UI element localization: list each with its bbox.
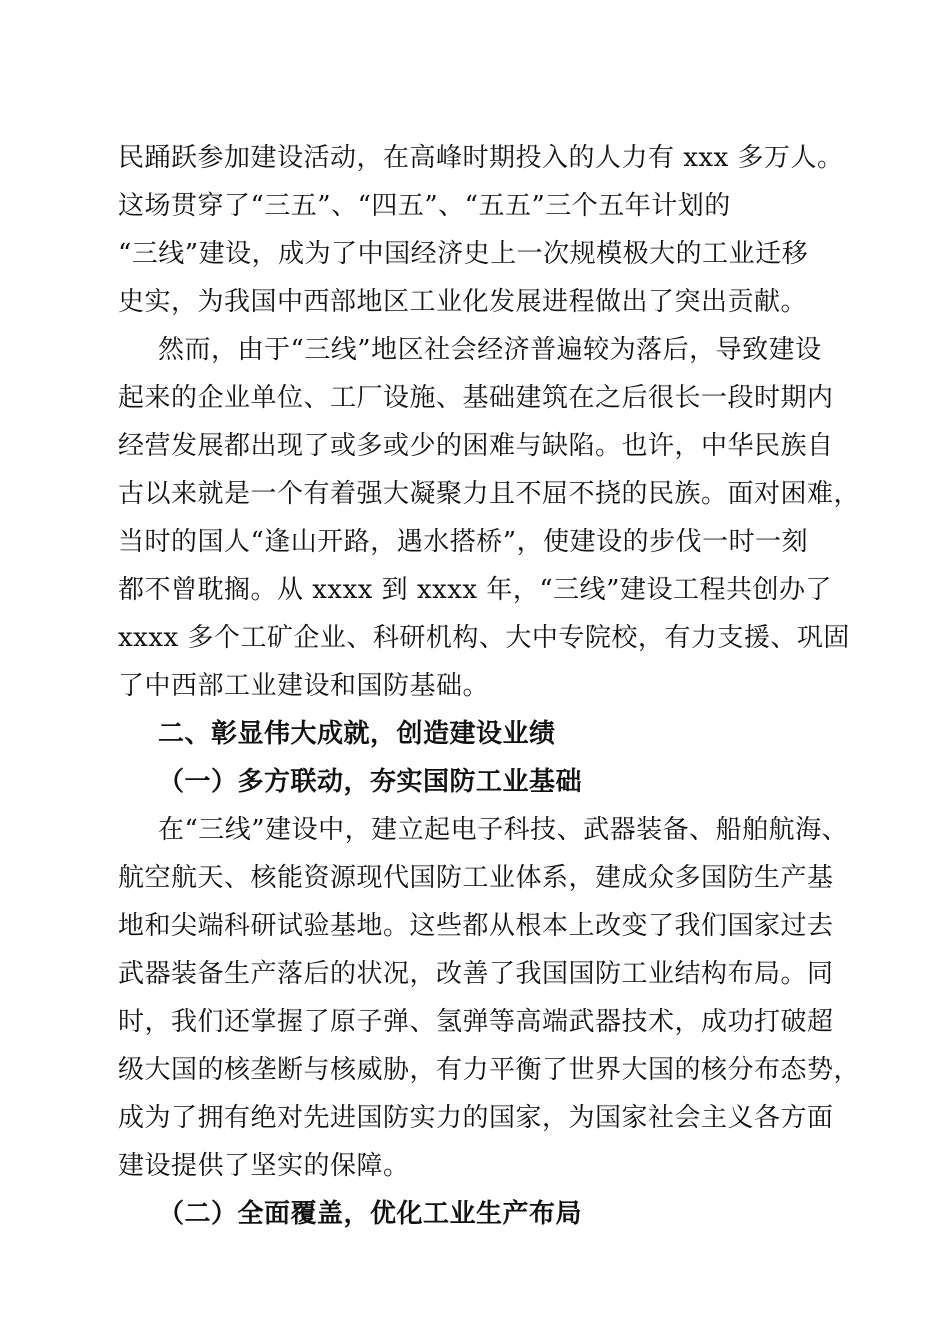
paragraph-1-line-2: 这场贯穿了“三五”、“四五”、“五五”三个五年计划的 xyxy=(118,191,731,221)
paragraph-1-line-1: 民踊跃参加建设活动，在高峰时期投入的人力有 xxx 多万人。 xyxy=(118,143,844,173)
paragraph-1-line-4: 史实，为我国中西部地区工业化发展进程做出了突出贡献。 xyxy=(118,287,808,317)
paragraph-2-line-7: xxxx 多个工矿企业、科研机构、大中专院校，有力支援、巩固 xyxy=(118,623,850,653)
section-heading: 二、彰显伟大成就，创造建设业绩 xyxy=(158,719,556,749)
paragraph-2-line-2: 起来的企业单位、工厂设施、基础建筑在之后很长一段时期内 xyxy=(118,383,834,413)
paragraph-1-line-3: “三线”建设，成为了中国经济史上一次规模极大的工业迁移 xyxy=(118,239,809,269)
paragraph-2-line-4: 古以来就是一个有着强大凝聚力且不屈不挠的民族。面对困难， xyxy=(118,479,861,509)
paragraph-3-line-4: 武器装备生产落后的状况，改善了我国国防工业结构布局。同 xyxy=(118,959,834,989)
subsection-heading-1: （一）多方联动，夯实国防工业基础 xyxy=(158,767,583,797)
subsection-heading-2: （二）全面覆盖，优化工业生产布局 xyxy=(158,1199,583,1229)
paragraph-3-line-7: 成为了拥有绝对先进国防实力的国家，为国家社会主义各方面 xyxy=(118,1103,834,1133)
paragraph-2-line-8: 了中西部工业建设和国防基础。 xyxy=(118,671,490,701)
paragraph-3-line-6: 级大国的核垄断与核威胁，有力平衡了世界大国的核分布态势， xyxy=(118,1055,861,1085)
paragraph-2-line-1: 然而，由于“三线”地区社会经济普遍较为落后，导致建设 xyxy=(158,335,822,365)
paragraph-2-line-6: 都不曾耽搁。从 xxxx 到 xxxx 年，“三线”建设工程共创办了 xyxy=(118,575,832,605)
paragraph-3-line-1: 在“三线”建设中，建立起电子科技、武器装备、船舶航海、 xyxy=(158,815,849,845)
paragraph-3-line-2: 航空航天、核能资源现代国防工业体系，建成众多国防生产基 xyxy=(118,863,834,893)
paragraph-3-line-5: 时，我们还掌握了原子弹、氢弹等高端武器技术，成功打破超 xyxy=(118,1007,834,1037)
paragraph-2-line-3: 经营发展都出现了或多或少的困难与缺陷。也许，中华民族自 xyxy=(118,431,834,461)
paragraph-2-line-5: 当时的国人“逢山开路，遇水搭桥”，使建设的步伐一时一刻 xyxy=(118,527,809,557)
paragraph-3-line-3: 地和尖端科研试验基地。这些都从根本上改变了我们国家过去 xyxy=(118,911,834,941)
paragraph-3-line-8: 建设提供了坚实的保障。 xyxy=(118,1151,410,1181)
